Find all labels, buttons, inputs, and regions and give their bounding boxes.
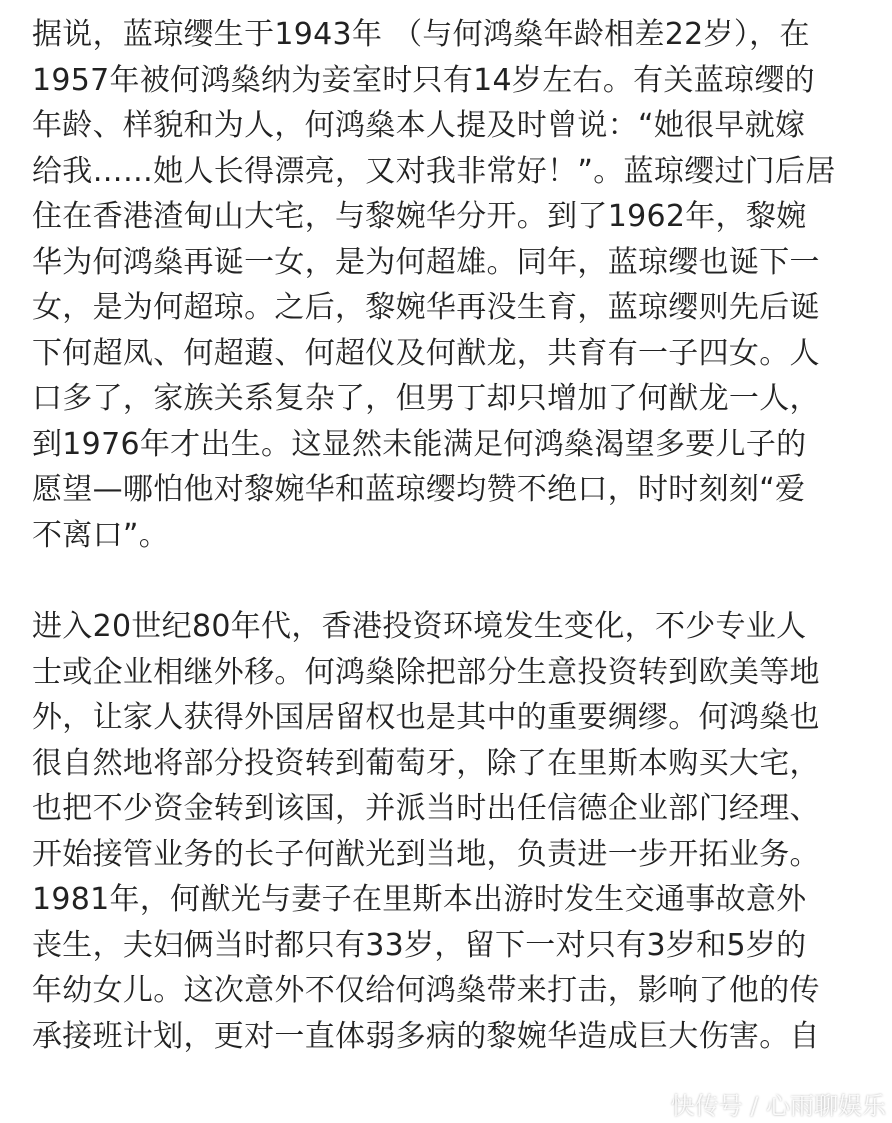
text-line: 不离口”。 xyxy=(32,517,170,553)
text-line: 丧生，夫妇俩当时都只有33岁，留下一对只有3岁和5岁的 xyxy=(32,927,807,963)
text-line: 也把不少资金转到该国，并派当时出任信德企业部门经理、 xyxy=(32,791,820,826)
text-line: 口多了，家族关系复杂了，但男丁却只增加了何猷龙一人， xyxy=(32,381,820,416)
text-line: 进入20世纪80年代，香港投资环境发生变化，不少专业人 xyxy=(32,609,807,644)
text-line: 1957年被何鸿燊纳为妾室时只有14岁左右。有关蓝琼缨的 xyxy=(32,62,815,98)
text-line: 年幼女儿。这次意外不仅给何鸿燊带来打击，影响了他的传 xyxy=(32,973,820,1008)
paragraph-2 xyxy=(32,604,872,1059)
text-line: 女，是为何超琼。之后，黎婉华再没生育，蓝琼缨则先后诞 xyxy=(32,290,820,325)
article-body xyxy=(32,12,872,1059)
text-line: 很自然地将部分投资转到葡萄牙，除了在里斯本购买大宅， xyxy=(32,745,820,781)
text-line: 外，让家人获得外国居留权也是其中的重要绸缪。何鸿燊也 xyxy=(32,700,820,735)
text-line: 开始接管业务的长子何猷光到当地，负责进一步开拓业务。 xyxy=(32,836,820,872)
paragraph-spacer xyxy=(32,558,872,604)
text-line: 华为何鸿燊再诞一女，是为何超雄。同年，蓝琼缨也诞下一 xyxy=(32,244,820,280)
paragraph-1 xyxy=(32,12,872,558)
text-line: 承接班计划，更对一直体弱多病的黎婉华造成巨大伤害。自 xyxy=(32,1018,820,1054)
text-line: 据说，蓝琼缨生于1943年 （与何鸿燊年龄相差22岁），在 xyxy=(32,17,810,52)
text-line: 愿望—哪怕他对黎婉华和蓝琼缨均赞不绝口，时时刻刻“爱 xyxy=(32,472,806,507)
text-line: 士或企业相继外移。何鸿燊除把部分生意投资转到欧美等地 xyxy=(32,654,820,690)
text-line: 住在香港渣甸山大宅，与黎婉华分开。到了1962年，黎婉 xyxy=(32,199,807,234)
text-line: 1981年，何猷光与妻子在里斯本出游时发生交通事故意外 xyxy=(32,882,807,917)
text-line: 下何超凤、何超蕸、何超仪及何猷龙，共育有一子四女。人 xyxy=(32,335,820,371)
watermark-text: 快传号 / 心雨聊娱乐 xyxy=(670,1092,886,1120)
text-line: 到1976年才出生。这显然未能满足何鸿燊渴望多要儿子的 xyxy=(32,426,807,462)
text-line: 年龄、样貌和为人，何鸿燊本人提及时曾说：“她很早就嫁 xyxy=(32,108,806,143)
text-line: 给我……她人长得漂亮，又对我非常好！”。蓝琼缨过门后居 xyxy=(32,153,836,189)
